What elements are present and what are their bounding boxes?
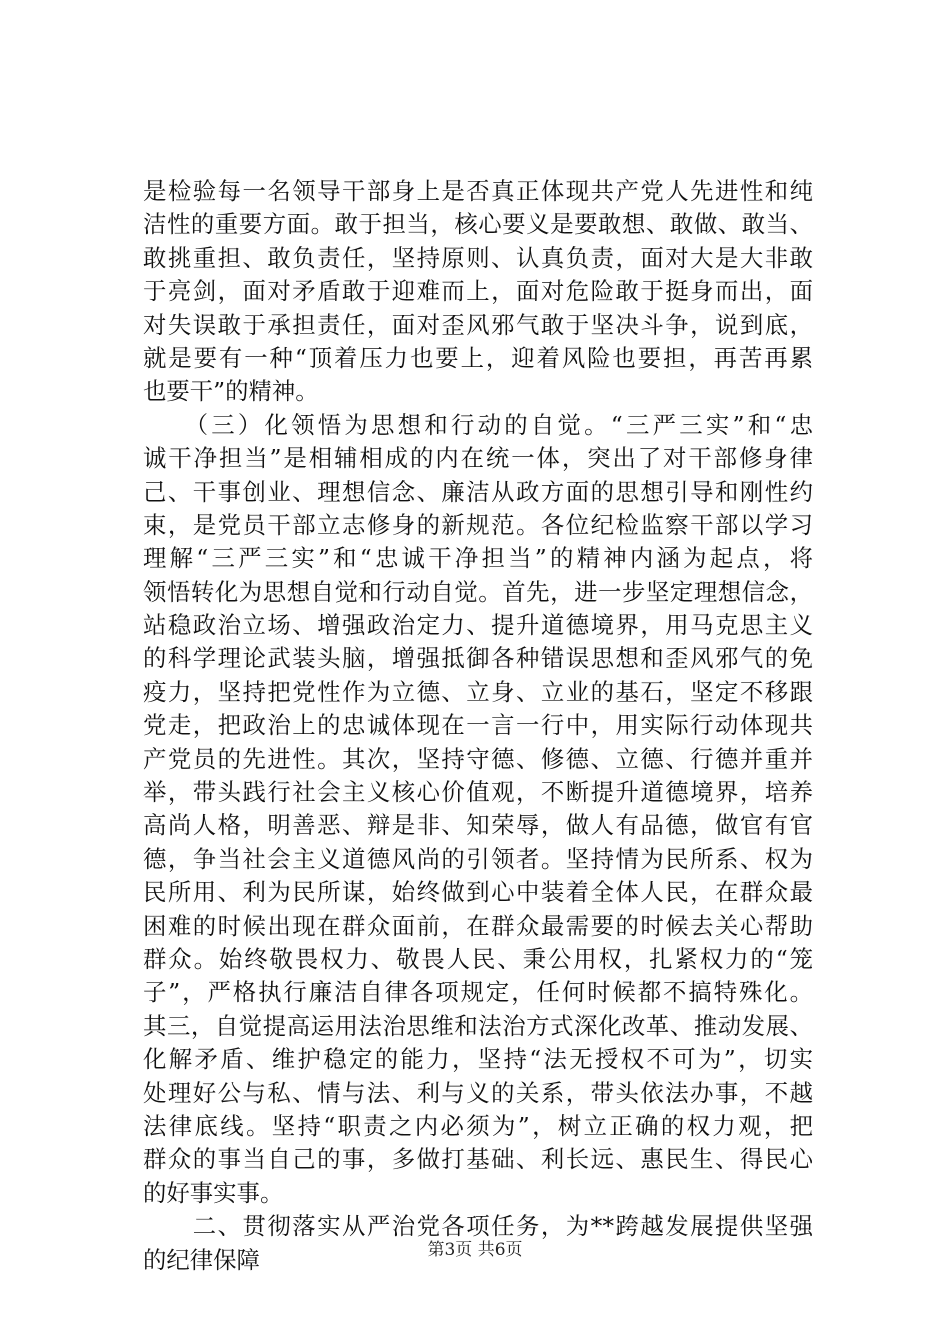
text-line: 站稳政治立场、增强政治定力、提升道德境界，用马克思主义 — [143, 611, 813, 640]
text-line: 是检验每一名领导干部身上是否真正体现共产党人先进性和纯 — [143, 177, 813, 205]
text-line: 群众的事当自己的事，多做打基础、利长远、惠民生、得民心 — [143, 1145, 813, 1174]
text-line: 疫力，坚持把党性作为立德、立身、立业的基石，坚定不移跟 — [143, 677, 813, 706]
text-line: 对失误敢于承担责任，面对歪风邪气敢于坚决斗争，说到底， — [143, 310, 813, 339]
text-line: 的好事实事。 — [143, 1178, 284, 1207]
text-line: 化解矛盾、维护稳定的能力，坚持“法无授权不可为”，切实 — [143, 1045, 813, 1074]
text-line: 领悟转化为思想自觉和行动自觉。首先，进一步坚定理想信念， — [143, 577, 813, 606]
text-line: 于亮剑，面对矛盾敢于迎难而上，面对危险敢于挺身而出，面 — [143, 277, 813, 306]
text-line: 的纪律保障 — [143, 1245, 260, 1274]
text-line: 敢挑重担、敢负责任，坚持原则、认真负责，面对大是大非敢 — [143, 243, 813, 272]
body-text — [143, 175, 813, 1277]
text-line: 德，争当社会主义道德风尚的引领者。坚持情为民所系、权为 — [143, 844, 813, 873]
text-line: 二、贯彻落实从严治党各项任务，为**跨越发展提供坚强 — [143, 1212, 813, 1241]
text-line: 处理好公与私、情与法、利与义的关系，带头依法办事，不越 — [143, 1078, 813, 1107]
text-line: 产党员的先进性。其次，坚持守德、修德、立德、行德并重并 — [143, 744, 813, 773]
text-line: 理解“三严三实”和“忠诚干净担当”的精神内涵为起点，将 — [143, 544, 813, 573]
text-line: 党走，把政治上的忠诚体现在一言一行中，用实际行动体现共 — [143, 711, 813, 740]
text-line: 困难的时候出现在群众面前，在群众最需要的时候去关心帮助 — [143, 911, 813, 940]
page-number-footer: 第3页 共6页 — [427, 1240, 523, 1260]
text-line: 民所用、利为民所谋，始终做到心中装着全体人民，在群众最 — [143, 878, 813, 907]
text-line: 群众。始终敬畏权力、敬畏人民、秉公用权，扎紧权力的“笼 — [143, 944, 813, 973]
text-line: 己、干事创业、理想信念、廉洁从政方面的思想引导和刚性约 — [143, 477, 813, 506]
text-line: 也要干”的精神。 — [143, 377, 319, 406]
text-line: 其三，自觉提高运用法治思维和法治方式深化改革、推动发展、 — [143, 1011, 813, 1040]
text-line: 诚干净担当”是相辅相成的内在统一体，突出了对干部修身律 — [143, 444, 813, 473]
text-line: 高尚人格，明善恶、辩是非、知荣辱，做人有品德，做官有官 — [143, 811, 813, 840]
text-line: 束，是党员干部立志修身的新规范。各位纪检监察干部以学习 — [143, 510, 813, 539]
text-line: 的科学理论武装头脑，增强抵御各种错误思想和歪风邪气的免 — [143, 644, 813, 673]
text-line: 子”，严格执行廉洁自律各项规定，任何时候都不搞特殊化。 — [143, 978, 813, 1007]
text-line: 举，带头践行社会主义核心价值观，不断提升道德境界，培养 — [143, 778, 813, 807]
text-line: 洁性的重要方面。敢于担当，核心要义是要敢想、敢做、敢当、 — [143, 210, 813, 239]
text-line: 就是要有一种“顶着压力也要上，迎着风险也要担，再苦再累 — [143, 343, 813, 372]
text-line: （三）化领悟为思想和行动的自觉。“三严三实”和“忠 — [143, 410, 813, 439]
text-line: 法律底线。坚持“职责之内必须为”，树立正确的权力观，把 — [143, 1111, 813, 1140]
